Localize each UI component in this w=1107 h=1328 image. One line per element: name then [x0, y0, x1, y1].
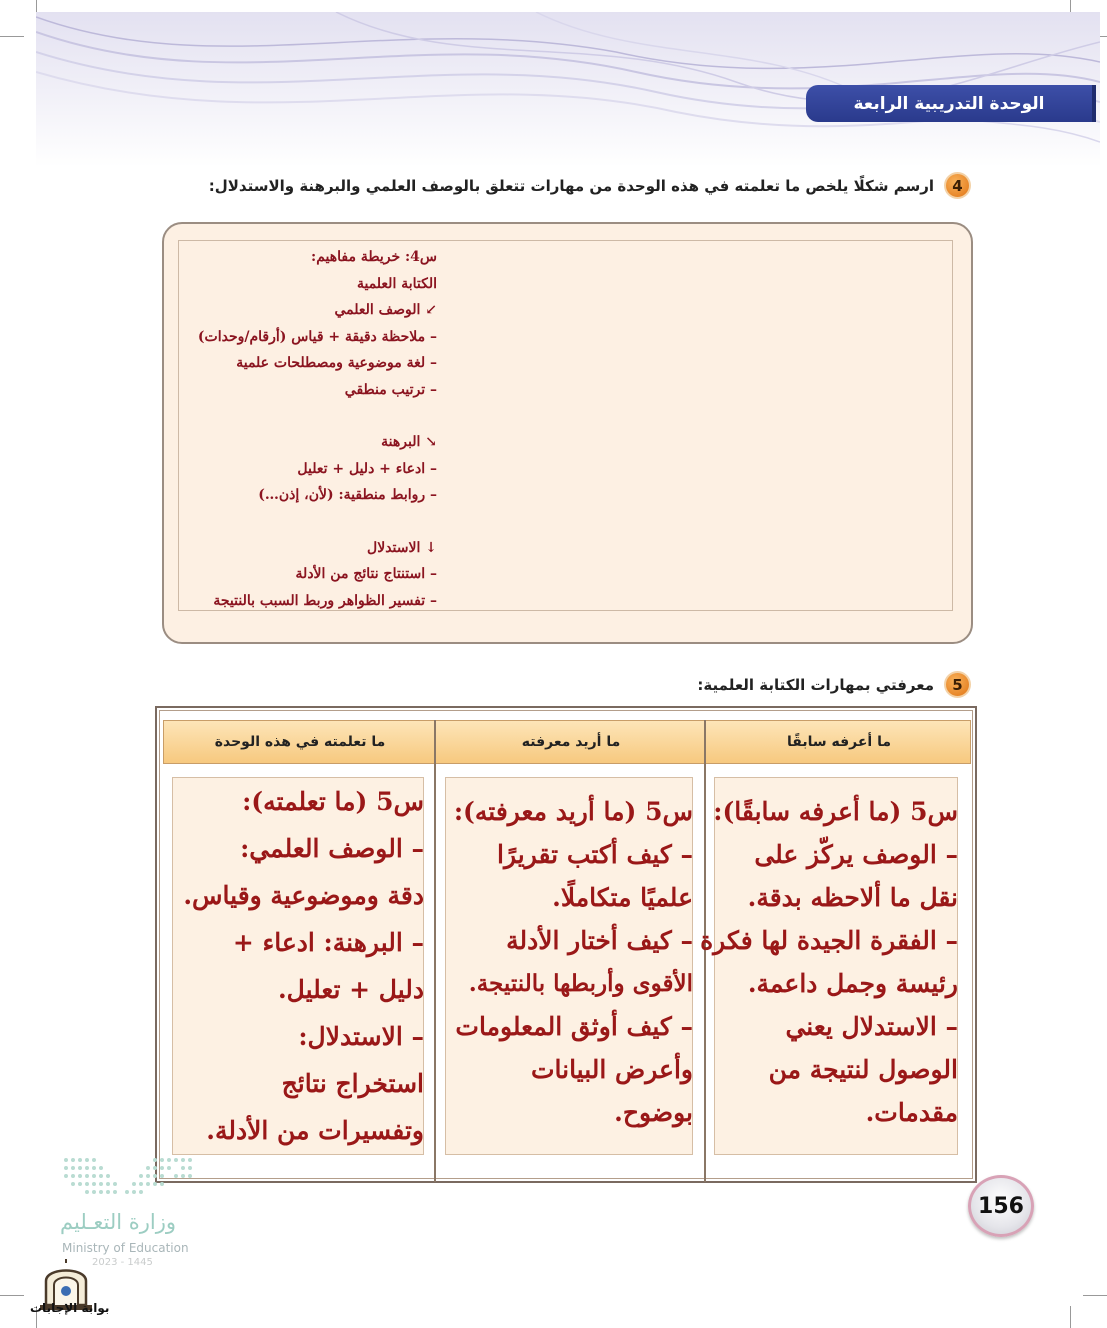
site-label: بوابة الإجابات: [30, 1301, 110, 1315]
ministry-year: 2023 - 1445: [92, 1257, 153, 1268]
kwl-table-header: [163, 720, 971, 764]
crop-mark: [1070, 1306, 1071, 1328]
question-4-text: ارسم شكلًا يلخص ما تعلمته في هذه الوحدة من مهارات تتعلق بالوصف العلمي والبرهنة والاستدلال:: [208, 176, 934, 195]
answer-line: – الاستدلال:: [298, 1022, 424, 1051]
answer-line: – الوصف العلمي:: [240, 834, 424, 863]
answer-line: – لغة موضوعية ومصطلحات علمية: [236, 355, 437, 371]
question-number-badge: 4: [944, 172, 971, 199]
crop-mark: [1083, 1295, 1107, 1296]
answer-line: رئيسة وجمل داعمة.: [747, 969, 958, 998]
header-learned: ما تعلمته في هذه الوحدة: [214, 734, 386, 750]
answer-line: وتفسيرات من الأدلة.: [206, 1116, 424, 1145]
ministry-dots-icon: [40, 1150, 210, 1210]
answer-line: – استنتاج نتائج من الأدلة: [295, 566, 437, 582]
answer-line: – روابط منطقية: (لأن، إذن…): [258, 487, 437, 503]
answer-line: مقدمات.: [865, 1098, 958, 1127]
answer-line: علميًا متكاملًا.: [552, 883, 693, 912]
question-number-badge: 5: [944, 671, 971, 698]
answer-line: ↓ الاستدلال: [367, 539, 437, 556]
answer-gap: [180, 403, 437, 429]
answer-line: – ملاحظة دقيقة + قياس (أرقام/وحدات): [197, 328, 437, 345]
header-want: ما أريد معرفته: [521, 734, 621, 750]
answer-line: – الفقرة الجيدة لها فكرة: [700, 926, 958, 955]
answer-line: – البرهنة: ادعاء +: [232, 928, 424, 957]
ministry-name-arabic: وزارة التعـليم: [60, 1210, 177, 1234]
answer-line: – الاستدلال يعني: [785, 1012, 958, 1041]
answer-line: استخراج نتائج: [281, 1069, 424, 1098]
answer-line: – كيف أكتب تقريرًا: [497, 840, 693, 869]
answer-line: ↙ الوصف العلمي: [334, 302, 437, 318]
answer-line: – الوصف يركّز على: [754, 840, 958, 869]
ministry-name-english: Ministry of Education: [62, 1241, 189, 1255]
answer-line: س5 (ما أعرفه سابقًا):: [713, 797, 958, 826]
page-number: 156: [978, 1193, 1024, 1219]
answer-line: الأقوى وأربطها بالنتيجة.: [468, 970, 693, 997]
answer-line: – ادعاء + دليل + تعليل: [297, 460, 437, 477]
question-5-text: معرفتي بمهارات الكتابة العلمية:: [697, 675, 934, 694]
page-number-badge: [968, 1175, 1034, 1237]
answer-line: الوصول لنتيجة من: [768, 1055, 958, 1084]
want-answer: [445, 790, 693, 1134]
column-divider: [434, 720, 436, 1182]
answer-line: – تفسير الظواهر وربط السبب بالنتيجة: [213, 592, 437, 609]
crop-mark: [0, 36, 24, 37]
answer-line: س5 (ما أريد معرفته):: [453, 797, 693, 826]
learned-answer: [172, 778, 424, 1154]
answer-line: دليل + تعليل.: [277, 975, 424, 1004]
answer-line: س4: خريطة مفاهيم:: [311, 249, 437, 265]
answer-line: ↘ البرهنة: [381, 434, 437, 450]
answer-line: الكتابة العلمية: [356, 275, 437, 292]
unit-title: الوحدة التدريبية الرابعة: [853, 93, 1045, 114]
crop-mark: [0, 1295, 24, 1296]
known-answer: [700, 790, 958, 1134]
answer-line: دقة وموضوعية وقياس.: [183, 881, 424, 910]
question-4-prompt: [209, 172, 971, 199]
answer-line: – كيف أختار الأدلة: [506, 926, 693, 955]
answer-gap: [180, 509, 437, 535]
answer-line: – ترتيب منطقي: [344, 381, 437, 398]
answer-line: وأعرض البيانات: [530, 1055, 693, 1084]
header-known: ما أعرفه سابقًا: [787, 734, 892, 750]
answer-line: – كيف أوثق المعلومات: [455, 1012, 693, 1041]
question-5-prompt: [697, 671, 971, 698]
answer-line: نقل ما ألاحظه بدقة.: [747, 883, 958, 912]
unit-title-banner: [806, 85, 1096, 122]
answer-line: س5 (ما تعلمته):: [242, 787, 424, 816]
answer-4-concept-map: [180, 244, 437, 614]
answer-line: بوضوح.: [614, 1098, 693, 1127]
